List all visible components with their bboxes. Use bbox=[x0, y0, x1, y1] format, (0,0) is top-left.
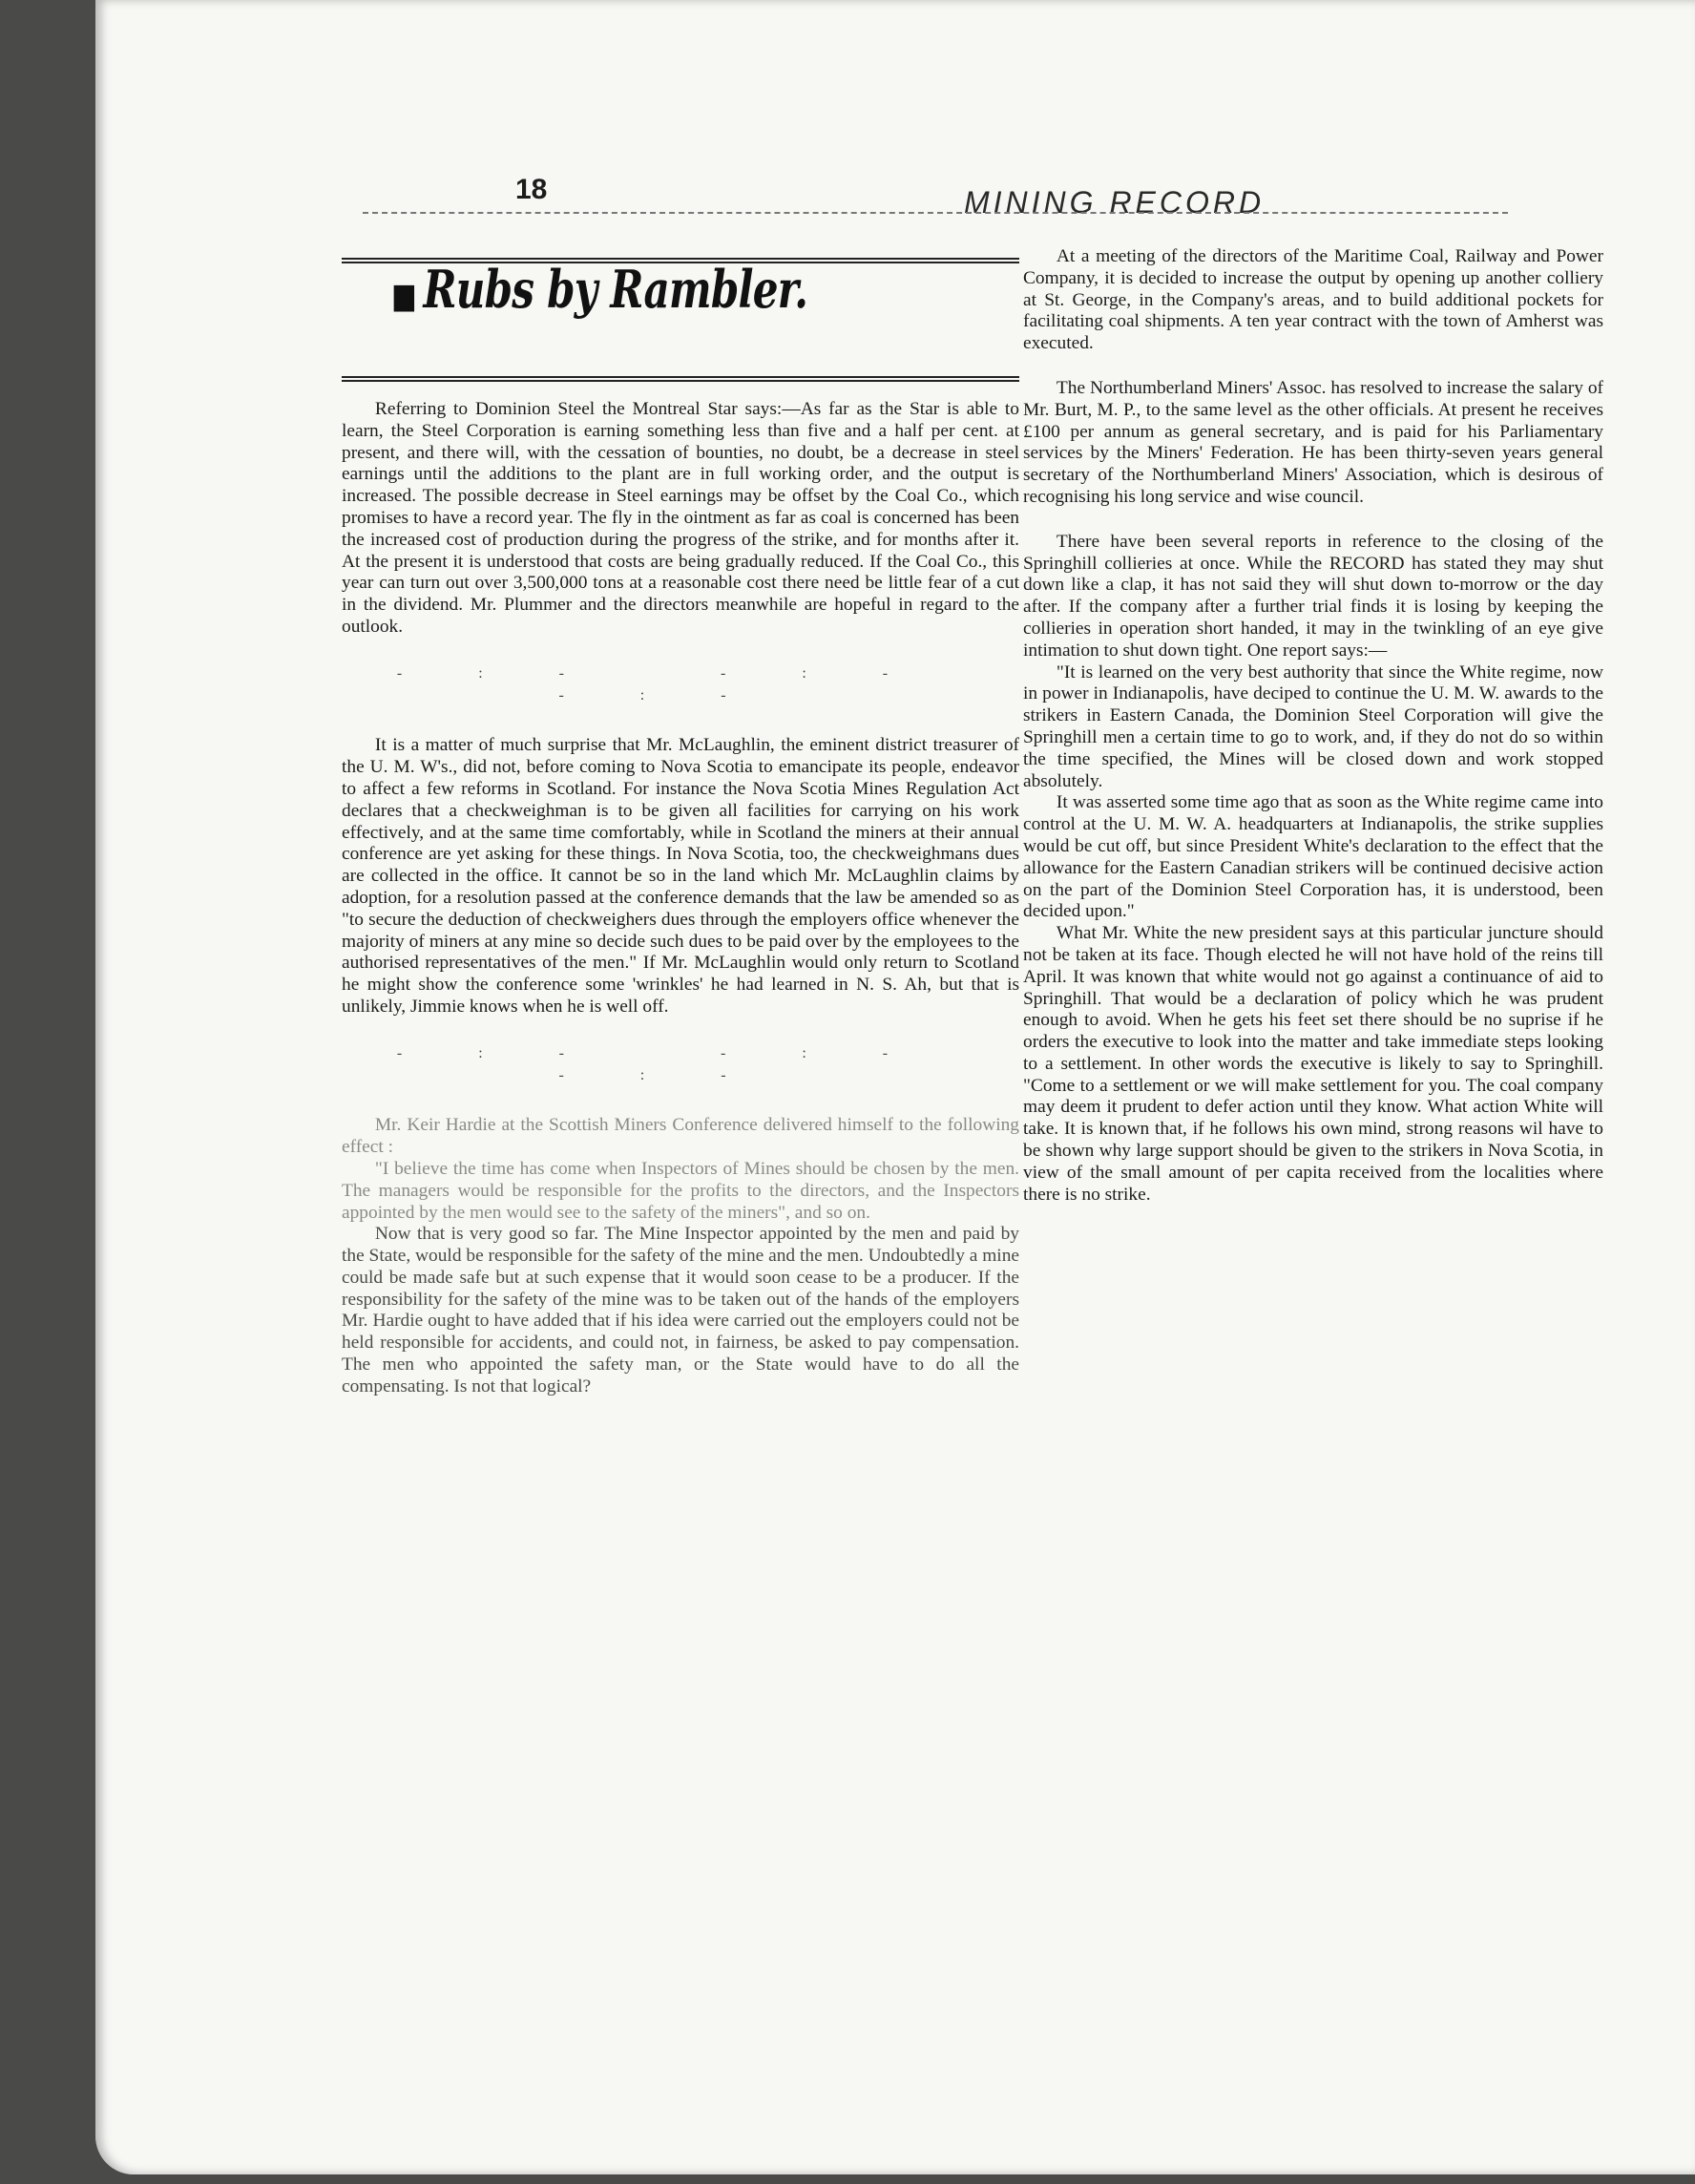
paragraph: Now that is very good so far. The Mine Inspector appointed by the men and paid by the State, would be responsible for the safety of the mine and the men. Undoubtedly a mine could be made safe but at such expense that it would soon cease to be a producer. If the responsibility for the safety of the mine was to be taken out of the hands of the employers Mr. Hardie ought to have added that if his idea were carried out the employers could not be held responsible for accidents, and could not, in fairness, be asked to pay compensation. The men who appointed the safety man, or the State would have to do all the compensating. Is not that logical? bbox=[342, 1224, 1019, 1396]
section-divider: -:- -:- -:- bbox=[396, 664, 965, 704]
right-column bbox=[1023, 246, 1603, 1206]
section-divider: -:- -:- -:- bbox=[396, 1044, 965, 1083]
paragraph: It was asserted some time ago that as soon as the White regime came into control at the U. M. W. A. headquarters at Indianapolis, the strike supplies would be cut off, but since President White's declaration to the effect that the allowance for the Eastern Canadian strikers will be continued decisive action on the part of the Dominion Steel Corporation has, it is understood, been decided upon." bbox=[1023, 792, 1603, 922]
quote-paragraph: "It is learned on the very best authority that since the White regime, now in power in Indianapolis, have deciped to continue the U. M. W. awards to the strikers in Eastern Canada, the Dominion Steel Corporation will give the Springhill men a certain time to go to work, and, if they do not do so within the time specified, the Mines will be closed down and work stopped absolutely. bbox=[1023, 662, 1603, 791]
page-number: 18 bbox=[515, 174, 548, 205]
header-rule bbox=[363, 212, 1508, 214]
page bbox=[95, 0, 1695, 2174]
masthead: MINING RECORD bbox=[964, 185, 1266, 220]
column-title-text: Rubs by Rambler. bbox=[423, 259, 808, 320]
faded-section bbox=[342, 1115, 1019, 1397]
paragraph: Mr. Keir Hardie at the Scottish Miners Conference delivered himself to the following effect : bbox=[342, 1115, 1019, 1158]
quote-paragraph: "I believe the time has come when Inspectors of Mines should be chosen by the men. The managers would be responsible for the profits to the directors, and the Inspectors appointed by the men would see to the safety of the miners", and so on. bbox=[342, 1158, 1019, 1223]
paragraph: What Mr. White the new president says at this particular juncture should not be taken at its face. Though elected he will not have hold of the reins till April. It was known that white would not go against a continuance of aid to Springhill. That would be a declaration of policy which he was prudent enough to avoid. When he gets his feet set there should be no suprise if he orders the executive to look into the matter and take immediate steps looking to a settlement. In other words the executive is likely to say to Springhill. "Come to a settlement or we will make settlement for you. The coal company may deem it prudent to defer action until they know. What action White will take. It is known that, if he follows his own mind, strong reasons wil have to be shown why large support should be given to the strikers in Nova Scotia, in view of the small amount of per capita received from the localities where there is no strike. bbox=[1023, 923, 1603, 1205]
paragraph: There have been several reports in reference to the closing of the Springhill collieries at once. While the RECORD has stated they may shut down like a clap, it has not said they will shut down to-morrow or the day after. If the company after a further trial finds it is losing by keeping the collieries in operation short handed, it may in the twinkling of an eye give intimation to shut down tight. One report says:— bbox=[1023, 531, 1603, 661]
column-title bbox=[391, 259, 808, 320]
paragraph: Referring to Dominion Steel the Montreal Star says:—As far as the Star is able to learn, the Steel Corporation is earning something less than five and a half per cent. at present, and there will, with the cessation of bounties, no doubt, be a decrease in steel earnings until the additions to the plant are in full working order, and the output is increased. The possible decrease in Steel earnings may be offset by the Coal Co., which promises to have a record year. The fly in the ointment as far as coal is concerned has been the increased cost of production during the progress of the strike, and for months after it. At the present it is understood that costs are being gradually reduced. If the Coal Co., this year can turn out over 3,500,000 tons at a reasonable cost there need be little fear of a cut in the dividend. Mr. Plummer and the directors meanwhile are hopeful in regard to the outlook. bbox=[342, 399, 1019, 637]
column-title-box bbox=[342, 258, 1019, 382]
paragraph: At a meeting of the directors of the Maritime Coal, Railway and Power Company, it is decided to increase the output by opening up another colliery at St. George, in the Company's areas, and to build additional pockets for facilitating coal shipments. A ten year contract with the town of Amherst was executed. bbox=[1023, 246, 1603, 354]
left-column bbox=[342, 258, 1019, 1398]
paragraph: It is a matter of much surprise that Mr. McLaughlin, the eminent district treasurer of the U. M. W's., did not, before coming to Nova Scotia to emancipate its people, endeavor to affect a few reforms in Scotland. For instance the Nova Scotia Mines Regulation Act declares that a checkweighman is to be given all facilities for carrying on his work effectively, and at the same time comfortably, while in Scotland the miners at their annual conference are yet asking for these things. In Nova Scotia, too, the checkweighmans dues are collected in the office. It cannot be so in the land which Mr. McLaughlin claims by adoption, for a resolution passed at the conference demands that the law be amended so as "to secure the deduction of checkweighers dues through the employers office whenever the majority of miners at any mine so decide such dues to be paid over by the employees to the authorised representatives of the men." If Mr. McLaughlin would only return to Scotland he might show the conference some 'wrinkles' he had learned in N. S. Ah, but that is unlikely, Jimmie knows when he is well off. bbox=[342, 735, 1019, 1017]
paragraph: The Northumberland Miners' Assoc. has resolved to increase the salary of Mr. Burt, M. P., to the same level as the other officials. At present he receives £100 per annum as general secretary, and is paid for his Parliamentary services by the Miners' Federation. He has been thirty-seven years general secretary of the Northumberland Miners' Association, which is desirous of recognising his long service and wise council. bbox=[1023, 377, 1603, 507]
title-bullet-icon: ■ bbox=[391, 276, 416, 316]
